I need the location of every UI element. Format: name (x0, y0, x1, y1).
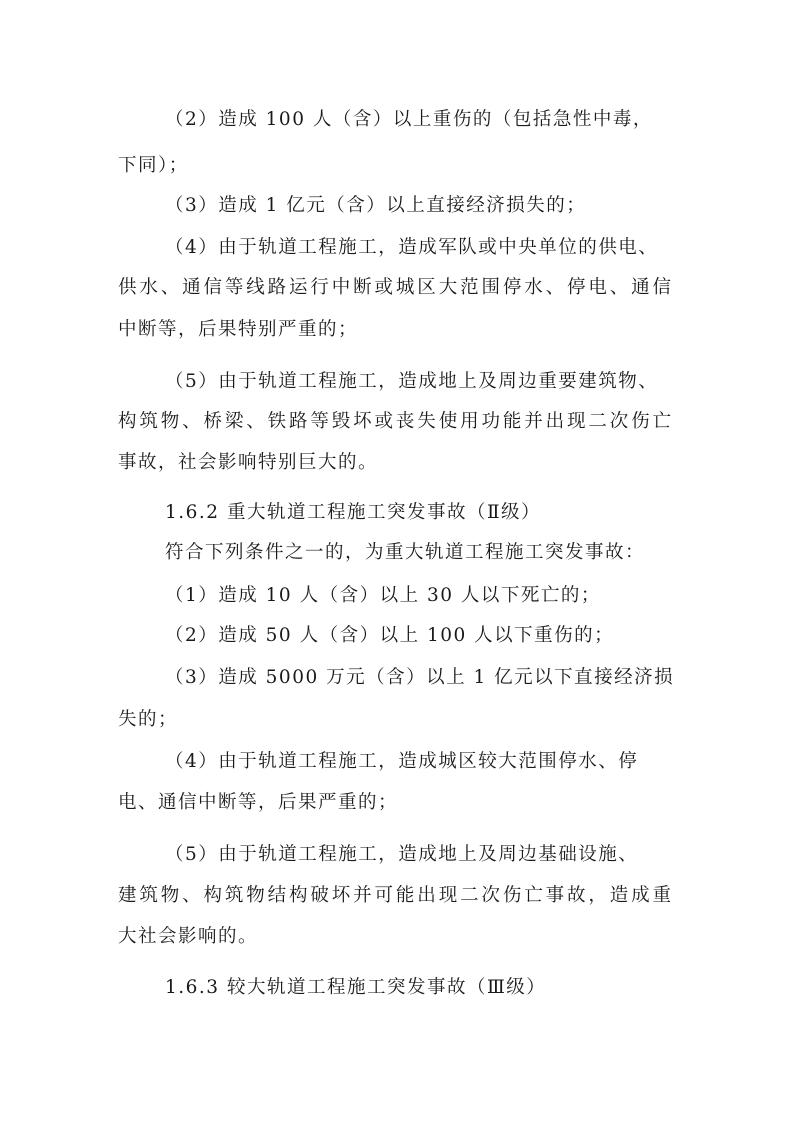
section-heading-1-6-3: 1.6.3 较大轨道工程施工突发事故（Ⅲ级） (165, 977, 547, 998)
level2-item-1-deaths: （1）造成 10 人（含）以上 30 人以下死亡的； (165, 585, 601, 606)
level2-item-4-outage-line-1: （4）由于轨道工程施工，造成城区较大范围停水、停 (165, 751, 639, 772)
para-4-power-water-line-3: 中断等，后果特别严重的； (118, 319, 359, 340)
level2-item-5-structures-line-3: 大社会影响的。 (118, 926, 259, 947)
level2-item-3-loss-line-1: （3）造成 5000 万元（含）以上 1 亿元以下直接经济损 (165, 667, 675, 688)
para-4-power-water-line-2: 供水、通信等线路运行中断或城区大范围停水、停电、通信 (118, 277, 671, 298)
criteria-intro: 符合下列条件之一的，为重大轨道工程施工突发事故： (165, 542, 646, 563)
level2-item-3-loss-line-2: 失的； (118, 709, 179, 730)
level2-item-5-structures-line-1: （5）由于轨道工程施工，造成地上及周边基础设施、 (165, 844, 639, 865)
para-2-serious-injury-line-1: （2）造成 100 人（含）以上重伤的（包括急性中毒， (165, 109, 653, 130)
level2-item-5-structures-line-2: 建筑物、构筑物结构破坏并可能出现二次伤亡事故，造成重 (118, 885, 671, 906)
para-3-economic-loss: （3）造成 1 亿元（含）以上直接经济损失的； (165, 195, 587, 216)
section-heading-1-6-2: 1.6.2 重大轨道工程施工突发事故（Ⅱ级） (165, 502, 542, 523)
para-5-buildings-line-3: 事故，社会影响特别巨大的。 (118, 452, 379, 473)
level2-item-2-injuries: （2）造成 50 人（含）以上 100 人以下重伤的； (165, 625, 615, 646)
para-5-buildings-line-1: （5）由于轨道工程施工，造成地上及周边重要建筑物、 (165, 371, 659, 392)
para-4-power-water-line-1: （4）由于轨道工程施工，造成军队或中央单位的供电、 (165, 237, 659, 258)
para-5-buildings-line-2: 构筑物、桥梁、铁路等毁坏或丧失使用功能并出现二次伤亡 (118, 411, 671, 432)
level2-item-4-outage-line-2: 电、通信中断等，后果严重的； (118, 792, 399, 813)
para-2-serious-injury-line-2: 下同）； (118, 155, 189, 176)
